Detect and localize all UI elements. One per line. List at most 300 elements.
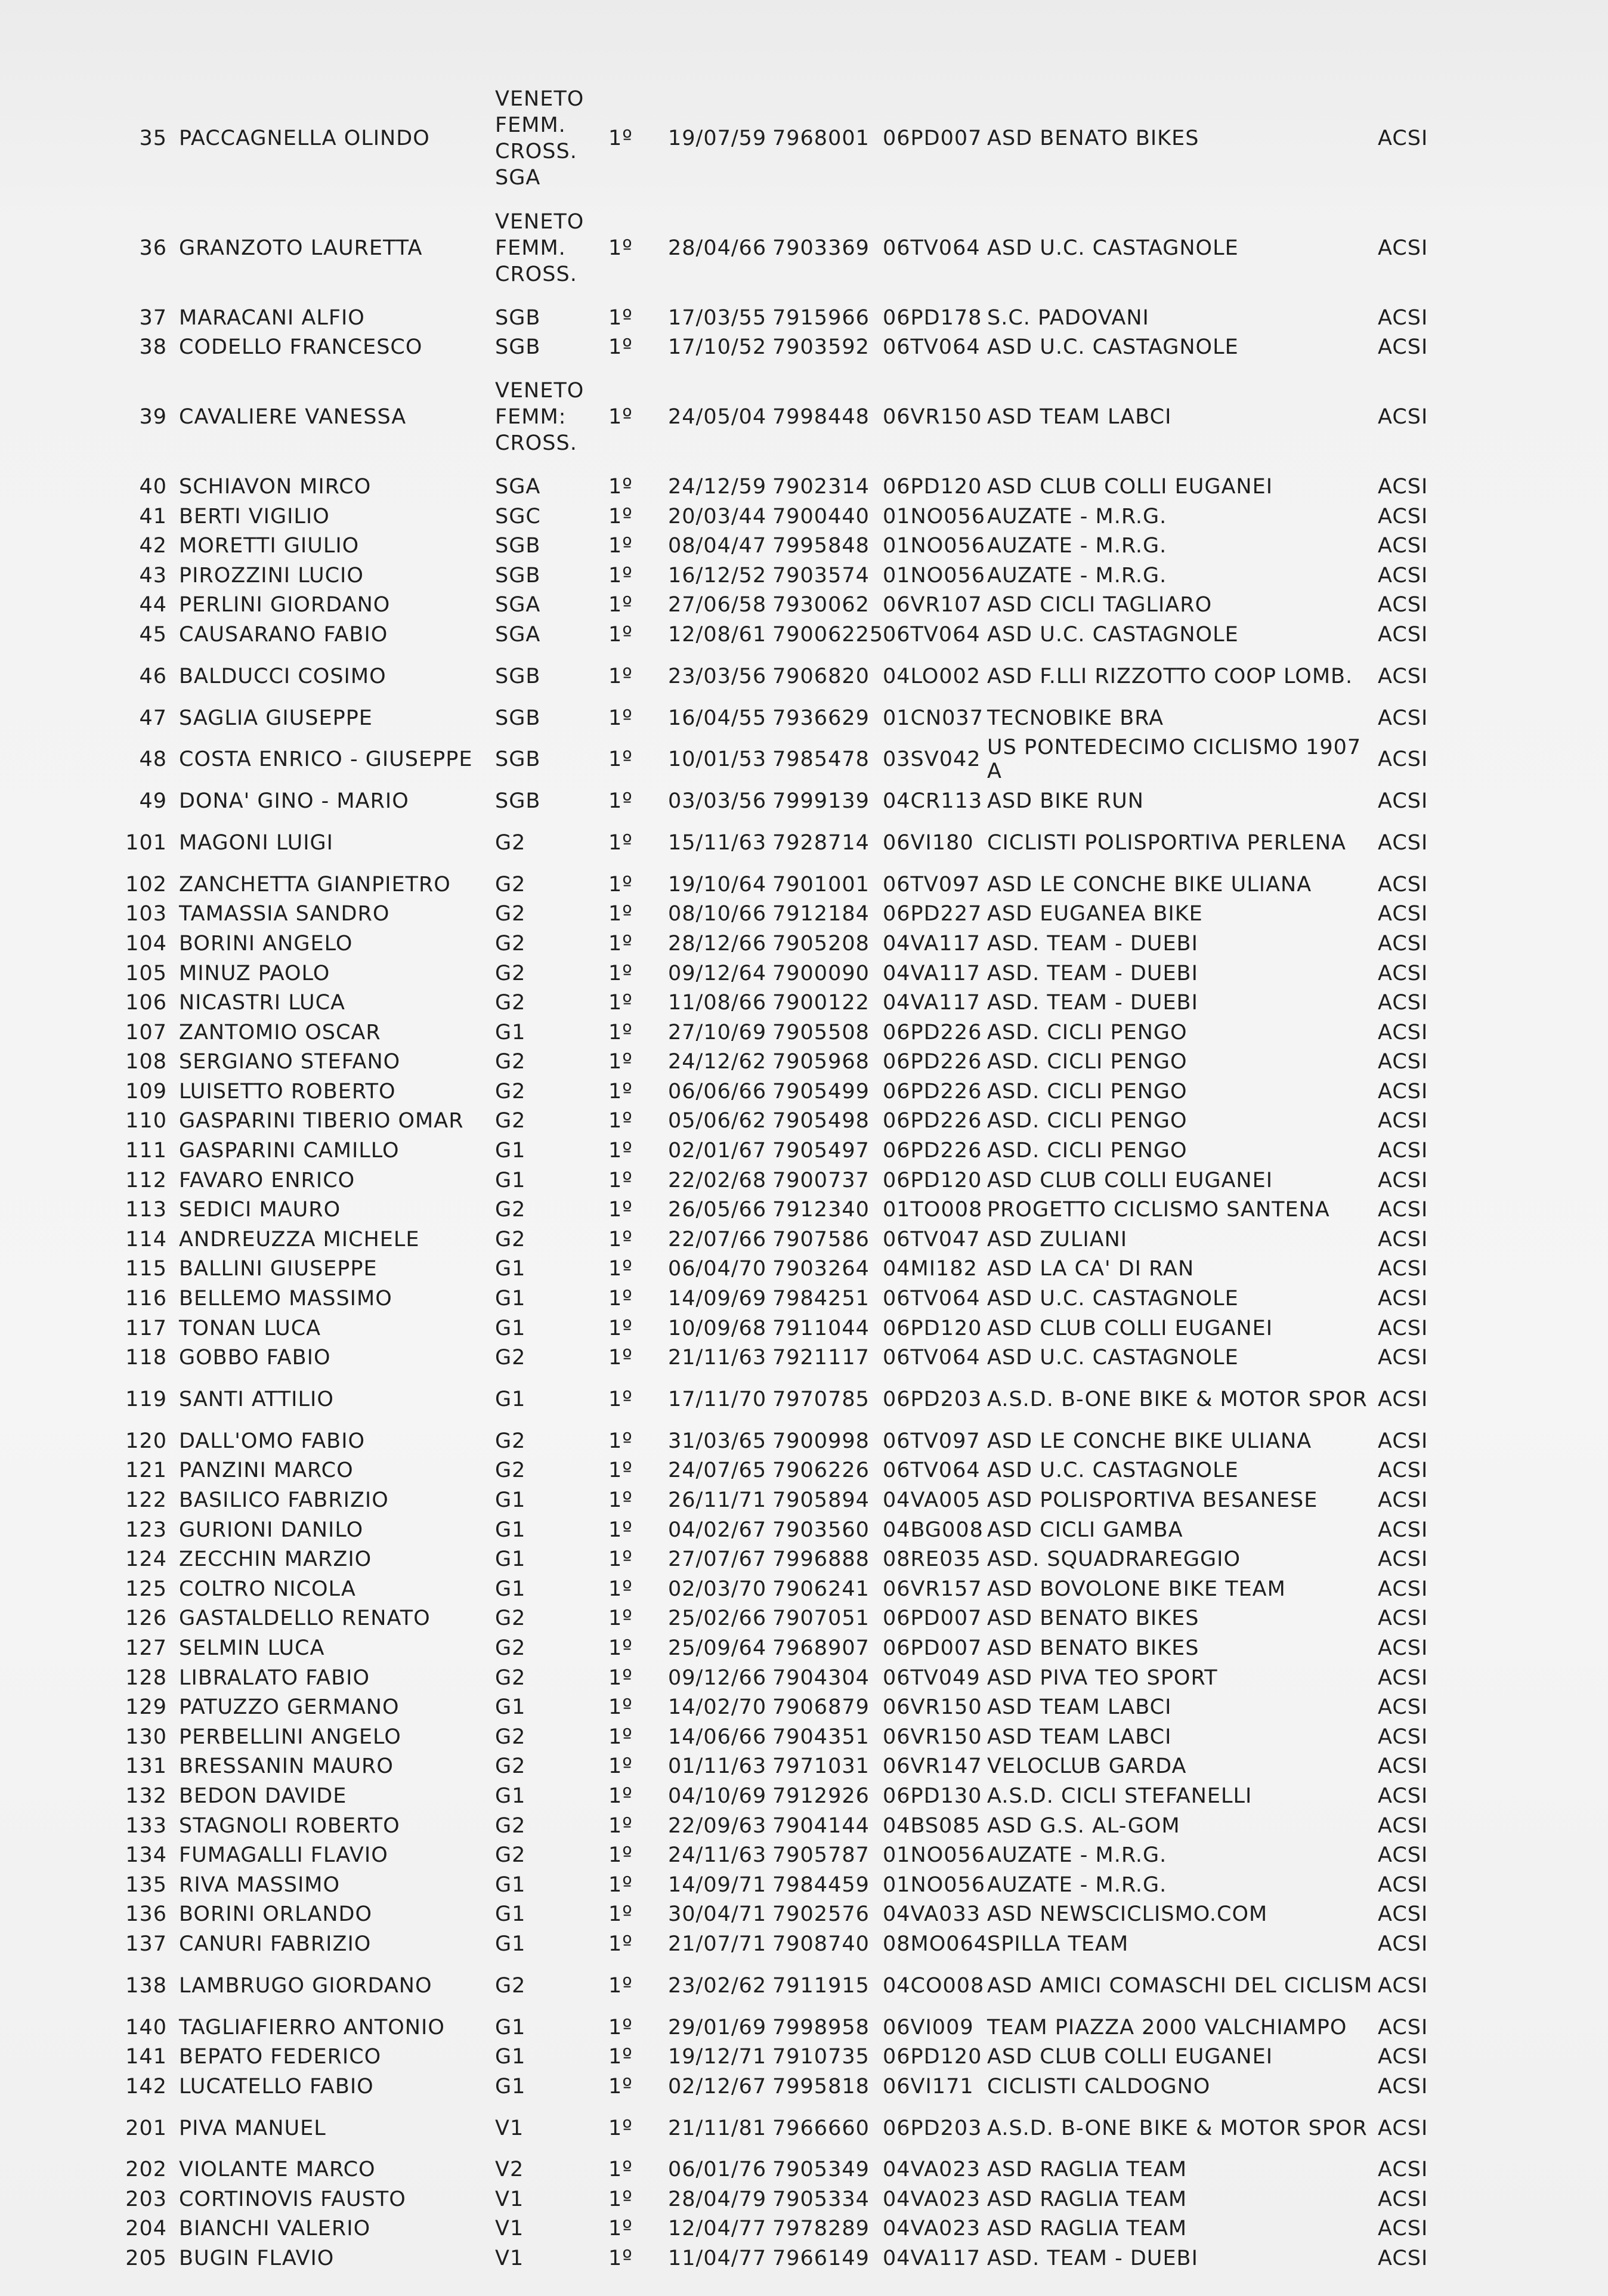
- club-code: 04LO002: [883, 664, 981, 688]
- category-line: G2: [495, 1754, 526, 1779]
- table-row: [107, 900, 1503, 929]
- card-number: 7901001: [772, 872, 870, 897]
- rider-name: RIVA MASSIMO: [179, 1872, 341, 1897]
- birth-date: 21/07/71: [668, 1932, 767, 1956]
- ente: ACSI: [1378, 1020, 1428, 1045]
- rider-name: TONAN LUCA: [179, 1316, 321, 1340]
- bib-number: 123: [125, 1518, 167, 1542]
- rider-name: LAMBRUGO GIORDANO: [179, 1973, 432, 1998]
- table-row: [107, 1633, 1503, 1663]
- club-code: 06TV064: [883, 1346, 981, 1370]
- rider-name: MORETTI GIULIO: [179, 534, 360, 558]
- category-line: G2: [495, 1725, 526, 1749]
- team-name: ASD. TEAM - DUEBI: [987, 2246, 1198, 2271]
- team-name: ASD BENATO BIKES: [987, 126, 1199, 150]
- team-name: ASD U.C. CASTAGNOLE: [987, 1458, 1239, 1483]
- category-line: G2: [495, 872, 526, 897]
- bib-number: 140: [125, 2015, 167, 2039]
- category-line: SGA: [495, 593, 541, 617]
- team-name: ASD POLISPORTIVA BESANESE: [987, 1488, 1318, 1513]
- category: [495, 1285, 608, 1312]
- birth-date: 26/05/66: [668, 1198, 767, 1222]
- category: [495, 592, 608, 618]
- team-name: ASD CLUB COLLI EUGANEI: [987, 1168, 1273, 1192]
- club-code: 06PD120: [883, 1316, 982, 1340]
- birth-date: 09/12/66: [668, 1665, 767, 1690]
- table-row: [107, 1485, 1503, 1515]
- rider-name: PACCAGNELLA OLINDO: [179, 126, 430, 150]
- club-code: 06TV064: [883, 622, 981, 647]
- team-name: ASD CICLI TAGLIARO: [987, 593, 1213, 617]
- card-number: 7906241: [772, 1577, 870, 1601]
- category: [495, 1487, 608, 1513]
- category: [495, 474, 608, 500]
- team-name: ASD U.C. CASTAGNOLE: [987, 335, 1239, 360]
- table-row: [107, 2214, 1503, 2244]
- category: [495, 788, 608, 814]
- birth-date: 08/04/47: [668, 534, 767, 558]
- club-code: 06PD007: [883, 1606, 982, 1631]
- category-line: G1: [495, 1902, 526, 1927]
- order: 1º: [608, 1458, 633, 1483]
- bib-number: 124: [125, 1547, 167, 1572]
- table-row: [107, 1840, 1503, 1870]
- bib-number: 113: [125, 1198, 167, 1222]
- category-line: SGB: [495, 534, 541, 558]
- birth-date: 04/02/67: [668, 1518, 767, 1542]
- card-number: 7966660: [772, 2116, 870, 2140]
- order: 1º: [608, 2015, 633, 2039]
- table-row: [107, 650, 1503, 703]
- team-name: CICLISTI POLISPORTIVA PERLENA: [987, 830, 1346, 855]
- card-number: 7900122: [772, 991, 870, 1015]
- birth-date: 26/11/71: [668, 1488, 767, 1513]
- birth-date: 19/12/71: [668, 2045, 767, 2069]
- club-code: 04VA117: [883, 961, 981, 985]
- category: [495, 990, 608, 1016]
- category-line: FEMM:: [495, 405, 567, 429]
- team-name: TEAM PIAZZA 2000 VALCHIAMPO: [987, 2015, 1347, 2039]
- category-line: G2: [495, 1636, 526, 1660]
- category: [495, 1694, 608, 1720]
- bib-number: 129: [125, 1695, 167, 1720]
- ente: ACSI: [1378, 1665, 1428, 1690]
- order: 1º: [608, 504, 633, 529]
- birth-date: 01/11/63: [668, 1754, 767, 1779]
- card-number: 7902576: [772, 1902, 870, 1927]
- order: 1º: [608, 1606, 633, 1631]
- club-code: 06PD007: [883, 1636, 982, 1660]
- table-row: [107, 1544, 1503, 1574]
- club-code: 04VA033: [883, 1902, 981, 1927]
- table-row: [107, 561, 1503, 591]
- team-name: AUZATE - M.R.G.: [987, 534, 1167, 558]
- rider-name: BUGIN FLAVIO: [179, 2246, 335, 2271]
- birth-date: 16/12/52: [668, 563, 767, 588]
- team-name: ASD NEWSCICLISMO.COM: [987, 1902, 1268, 1927]
- order: 1º: [608, 236, 633, 260]
- birth-date: 17/11/70: [668, 1388, 767, 1412]
- category-line: G1: [495, 1287, 526, 1311]
- rider-name: TAMASSIA SANDRO: [179, 902, 390, 926]
- table-row: [107, 816, 1503, 870]
- category: [495, 931, 608, 957]
- order: 1º: [608, 664, 633, 688]
- birth-date: 22/02/68: [668, 1168, 767, 1192]
- category: [495, 2115, 608, 2142]
- category: [495, 1428, 608, 1454]
- rider-name: ZECCHIN MARZIO: [179, 1547, 372, 1572]
- category-line: G1: [495, 1695, 526, 1720]
- team-name: ASD. TEAM - DUEBI: [987, 991, 1198, 1015]
- card-number: 7905497: [772, 1139, 870, 1163]
- rider-name: FUMAGALLI FLAVIO: [179, 1843, 388, 1868]
- category-line: V1: [495, 2246, 524, 2271]
- rider-name: STAGNOLI ROBERTO: [179, 1813, 400, 1838]
- table-row: [107, 703, 1503, 733]
- ente: ACSI: [1378, 305, 1428, 330]
- team-name: ASD LA CA' DI RAN: [987, 1257, 1195, 1281]
- birth-date: 19/10/64: [668, 872, 767, 897]
- team-name: A.S.D. B-ONE BIKE & MOTOR SPOR: [987, 2116, 1368, 2140]
- rider-name: ZANCHETTA GIANPIETRO: [179, 872, 451, 897]
- order: 1º: [608, 2187, 633, 2211]
- bib-number: 136: [125, 1902, 167, 1927]
- ente: ACSI: [1378, 1050, 1428, 1074]
- team-name: ASD CLUB COLLI EUGANEI: [987, 474, 1273, 499]
- category-line: CROSS.: [495, 431, 577, 456]
- order: 1º: [608, 305, 633, 330]
- bib-number: 102: [125, 872, 167, 897]
- ente: ACSI: [1378, 1932, 1428, 1956]
- category: [495, 1973, 608, 1999]
- team-name: ASD BENATO BIKES: [987, 1636, 1199, 1660]
- card-number: 7970785: [772, 1388, 870, 1412]
- club-code: 06PD226: [883, 1020, 982, 1045]
- category: [495, 830, 608, 856]
- bib-number: 135: [125, 1872, 167, 1897]
- team-name: ASD F.LLI RIZZOTTO COOP LOMB.: [987, 664, 1353, 688]
- card-number: 79006225: [772, 622, 884, 647]
- team-name: ASD CLUB COLLI EUGANEI: [987, 2045, 1273, 2069]
- bib-number: 43: [139, 563, 167, 588]
- ente: ACSI: [1378, 563, 1428, 588]
- rider-name: GASTALDELLO RENATO: [179, 1606, 431, 1631]
- ente: ACSI: [1378, 2116, 1428, 2140]
- table-row: [107, 2013, 1503, 2042]
- club-code: 06VI171: [883, 2074, 974, 2099]
- category-line: G2: [495, 1606, 526, 1631]
- order: 1º: [608, 1388, 633, 1412]
- category-line: CROSS.: [495, 262, 577, 286]
- category-line: G2: [495, 902, 526, 926]
- card-number: 7906879: [772, 1695, 870, 1720]
- table-row: [107, 1959, 1503, 2013]
- ente: ACSI: [1378, 2158, 1428, 2182]
- card-number: 7905498: [772, 1109, 870, 1133]
- order: 1º: [608, 1168, 633, 1192]
- ente: ACSI: [1378, 1636, 1428, 1660]
- category-line: G2: [495, 1079, 526, 1104]
- order: 1º: [608, 1813, 633, 1838]
- table-row: [107, 1870, 1503, 1900]
- table-row: [107, 1456, 1503, 1486]
- table-row: [107, 1722, 1503, 1752]
- card-number: 7971031: [772, 1754, 870, 1779]
- order: 1º: [608, 534, 633, 558]
- ente: ACSI: [1378, 1872, 1428, 1897]
- team-name: AUZATE - M.R.G.: [987, 504, 1167, 529]
- club-code: 08MO064: [883, 1932, 988, 1956]
- bib-number: 127: [125, 1636, 167, 1660]
- category: [495, 1197, 608, 1223]
- ente: ACSI: [1378, 902, 1428, 926]
- category: [495, 663, 608, 690]
- bib-number: 128: [125, 1665, 167, 1690]
- birth-date: 14/09/71: [668, 1872, 767, 1897]
- card-number: 7910735: [772, 2045, 870, 2069]
- team-name: A.S.D. CICLI STEFANELLI: [987, 1784, 1253, 1808]
- club-code: 06PD120: [883, 474, 982, 499]
- table-row: [107, 1343, 1503, 1373]
- team-name: ASD. CICLI PENGO: [987, 1139, 1188, 1163]
- birth-date: 28/12/66: [668, 931, 767, 956]
- rider-name: CAVALIERE VANESSA: [179, 405, 407, 429]
- category: [495, 1813, 608, 1839]
- team-name: ASD RAGLIA TEAM: [987, 2187, 1188, 2211]
- rider-name: FAVARO ENRICO: [179, 1168, 355, 1192]
- category-line: G2: [495, 991, 526, 1015]
- bib-number: 35: [139, 126, 167, 150]
- card-number: 7904304: [772, 1665, 870, 1690]
- club-code: 06PD226: [883, 1109, 982, 1133]
- ente: ACSI: [1378, 1695, 1428, 1720]
- category-line: G1: [495, 1168, 526, 1192]
- category: [495, 1019, 608, 1046]
- birth-date: 02/01/67: [668, 1139, 767, 1163]
- club-code: 06PD203: [883, 1388, 982, 1412]
- club-code: 06TV097: [883, 872, 981, 897]
- club-code: 06PD178: [883, 305, 982, 330]
- table-row: [107, 1373, 1503, 1426]
- ente: ACSI: [1378, 1316, 1428, 1340]
- order: 1º: [608, 991, 633, 1015]
- order: 1º: [608, 1079, 633, 1104]
- category: [495, 1386, 608, 1413]
- order: 1º: [608, 902, 633, 926]
- rider-name: BALLINI GIUSEPPE: [179, 1257, 378, 1281]
- birth-date: 22/09/63: [668, 1813, 767, 1838]
- team-name: ASD CICLI GAMBA: [987, 1518, 1183, 1542]
- order: 1º: [608, 2045, 633, 2069]
- ente: ACSI: [1378, 1287, 1428, 1311]
- card-number: 7905968: [772, 1050, 870, 1074]
- ente: ACSI: [1378, 622, 1428, 647]
- order: 1º: [608, 2158, 633, 2182]
- category-line: V1: [495, 2116, 524, 2140]
- category: [495, 1256, 608, 1282]
- bib-number: 202: [125, 2158, 167, 2182]
- card-number: 7978289: [772, 2217, 870, 2241]
- category: [495, 705, 608, 731]
- registration-table: [107, 84, 1503, 2273]
- birth-date: 27/06/58: [668, 593, 767, 617]
- ente: ACSI: [1378, 1139, 1428, 1163]
- bib-number: 37: [139, 305, 167, 330]
- rider-name: SERGIANO STEFANO: [179, 1050, 401, 1074]
- table-row: [107, 1047, 1503, 1077]
- ente: ACSI: [1378, 1518, 1428, 1542]
- card-number: 7907051: [772, 1606, 870, 1631]
- bib-number: 39: [139, 405, 167, 429]
- club-code: 06PD120: [883, 2045, 982, 2069]
- bib-number: 41: [139, 504, 167, 529]
- category-line: SGB: [495, 563, 541, 588]
- card-number: 7905499: [772, 1079, 870, 1104]
- ente: ACSI: [1378, 1547, 1428, 1572]
- table-row: [107, 84, 1503, 193]
- category: [495, 2186, 608, 2212]
- category-line: G2: [495, 1813, 526, 1838]
- category: [495, 1517, 608, 1543]
- order: 1º: [608, 2116, 633, 2140]
- team-name: ASD BOVOLONE BIKE TEAM: [987, 1577, 1286, 1601]
- birth-date: 22/07/66: [668, 1227, 767, 1251]
- ente: ACSI: [1378, 474, 1428, 499]
- table-row: [107, 502, 1503, 531]
- team-name: TECNOBIKE BRA: [987, 706, 1164, 730]
- rider-name: GASPARINI TIBERIO OMAR: [179, 1109, 464, 1133]
- club-code: 06TV047: [883, 1227, 981, 1251]
- rider-name: CAUSARANO FABIO: [179, 622, 388, 647]
- ente: ACSI: [1378, 1843, 1428, 1868]
- birth-date: 12/04/77: [668, 2217, 767, 2241]
- club-code: 04VA117: [883, 991, 981, 1015]
- ente: ACSI: [1378, 2074, 1428, 2099]
- card-number: 7921117: [772, 1346, 870, 1370]
- order: 1º: [608, 1346, 633, 1370]
- bib-number: 38: [139, 335, 167, 360]
- ente: ACSI: [1378, 405, 1428, 429]
- category-line: G2: [495, 1198, 526, 1222]
- birth-date: 06/01/76: [668, 2158, 767, 2182]
- birth-date: 09/12/64: [668, 961, 767, 985]
- table-row: [107, 1018, 1503, 1047]
- bib-number: 114: [125, 1227, 167, 1251]
- rider-name: PERBELLINI ANGELO: [179, 1725, 401, 1749]
- table-row: [107, 2244, 1503, 2273]
- category: [495, 378, 608, 456]
- rider-name: PERLINI GIORDANO: [179, 593, 391, 617]
- category: [495, 334, 608, 360]
- card-number: 7903574: [772, 563, 870, 588]
- club-code: 04VA023: [883, 2217, 981, 2241]
- club-code: 01NO056: [883, 1843, 986, 1868]
- card-number: 7984459: [772, 1872, 870, 1897]
- category-line: G1: [495, 2015, 526, 2039]
- table-row: [107, 1781, 1503, 1811]
- rider-name: COSTA ENRICO - GIUSEPPE: [179, 747, 473, 772]
- ente: ACSI: [1378, 664, 1428, 688]
- team-name: ASD BENATO BIKES: [987, 1606, 1199, 1631]
- club-code: 06VR107: [883, 593, 982, 617]
- order: 1º: [608, 1287, 633, 1311]
- birth-date: 17/03/55: [668, 305, 767, 330]
- order: 1º: [608, 593, 633, 617]
- rider-name: BIANCHI VALERIO: [179, 2217, 371, 2241]
- category-line: SGA: [495, 166, 541, 190]
- birth-date: 24/05/04: [668, 405, 767, 429]
- card-number: 7904351: [772, 1725, 870, 1749]
- club-code: 06VI180: [883, 830, 974, 855]
- ente: ACSI: [1378, 1813, 1428, 1838]
- card-number: 7905787: [772, 1843, 870, 1868]
- bib-number: 203: [125, 2187, 167, 2211]
- birth-date: 02/12/67: [668, 2074, 767, 2099]
- birth-date: 11/04/77: [668, 2246, 767, 2271]
- ente: ACSI: [1378, 1227, 1428, 1251]
- card-number: 7906226: [772, 1458, 870, 1483]
- category-line: V1: [495, 2217, 524, 2241]
- bib-number: 201: [125, 2116, 167, 2140]
- bib-number: 101: [125, 830, 167, 855]
- table-row: [107, 733, 1503, 786]
- bib-number: 48: [139, 747, 167, 772]
- club-code: 04VA117: [883, 931, 981, 956]
- category-line: SGB: [495, 747, 541, 772]
- rider-name: VIOLANTE MARCO: [179, 2158, 376, 2182]
- category-line: G2: [495, 1843, 526, 1868]
- card-number: 7996888: [772, 1547, 870, 1572]
- category: [495, 1872, 608, 1898]
- table-row: [107, 2102, 1503, 2155]
- ente: ACSI: [1378, 991, 1428, 1015]
- order: 1º: [608, 1843, 633, 1868]
- ente: ACSI: [1378, 1168, 1428, 1192]
- category-line: G2: [495, 1973, 526, 1998]
- card-number: 7985478: [772, 747, 870, 772]
- bib-number: 103: [125, 902, 167, 926]
- card-number: 7912926: [772, 1784, 870, 1808]
- card-number: 7912184: [772, 902, 870, 926]
- category: [495, 86, 608, 191]
- category-line: G1: [495, 1316, 526, 1340]
- order: 1º: [608, 830, 633, 855]
- club-code: 06TV064: [883, 1458, 981, 1483]
- birth-date: 23/02/62: [668, 1973, 767, 1998]
- ente: ACSI: [1378, 1388, 1428, 1412]
- club-code: 06VR150: [883, 1725, 982, 1749]
- order: 1º: [608, 1109, 633, 1133]
- rider-name: SELMIN LUCA: [179, 1636, 325, 1660]
- order: 1º: [608, 1547, 633, 1572]
- club-code: 06TV097: [883, 1429, 981, 1453]
- birth-date: 03/03/56: [668, 789, 767, 814]
- order: 1º: [608, 126, 633, 150]
- ente: ACSI: [1378, 1784, 1428, 1808]
- ente: ACSI: [1378, 593, 1428, 617]
- team-name: ASD. CICLI PENGO: [987, 1050, 1188, 1074]
- table-row: [107, 929, 1503, 959]
- team-name: ASD PIVA TEO SPORT: [987, 1665, 1218, 1690]
- rider-name: LIBRALATO FABIO: [179, 1665, 370, 1690]
- ente: ACSI: [1378, 1725, 1428, 1749]
- category-line: G1: [495, 1257, 526, 1281]
- card-number: 7912340: [772, 1198, 870, 1222]
- rider-name: DALL'OMO FABIO: [179, 1429, 366, 1453]
- table-row: [107, 1692, 1503, 1722]
- card-number: 7995818: [772, 2074, 870, 2099]
